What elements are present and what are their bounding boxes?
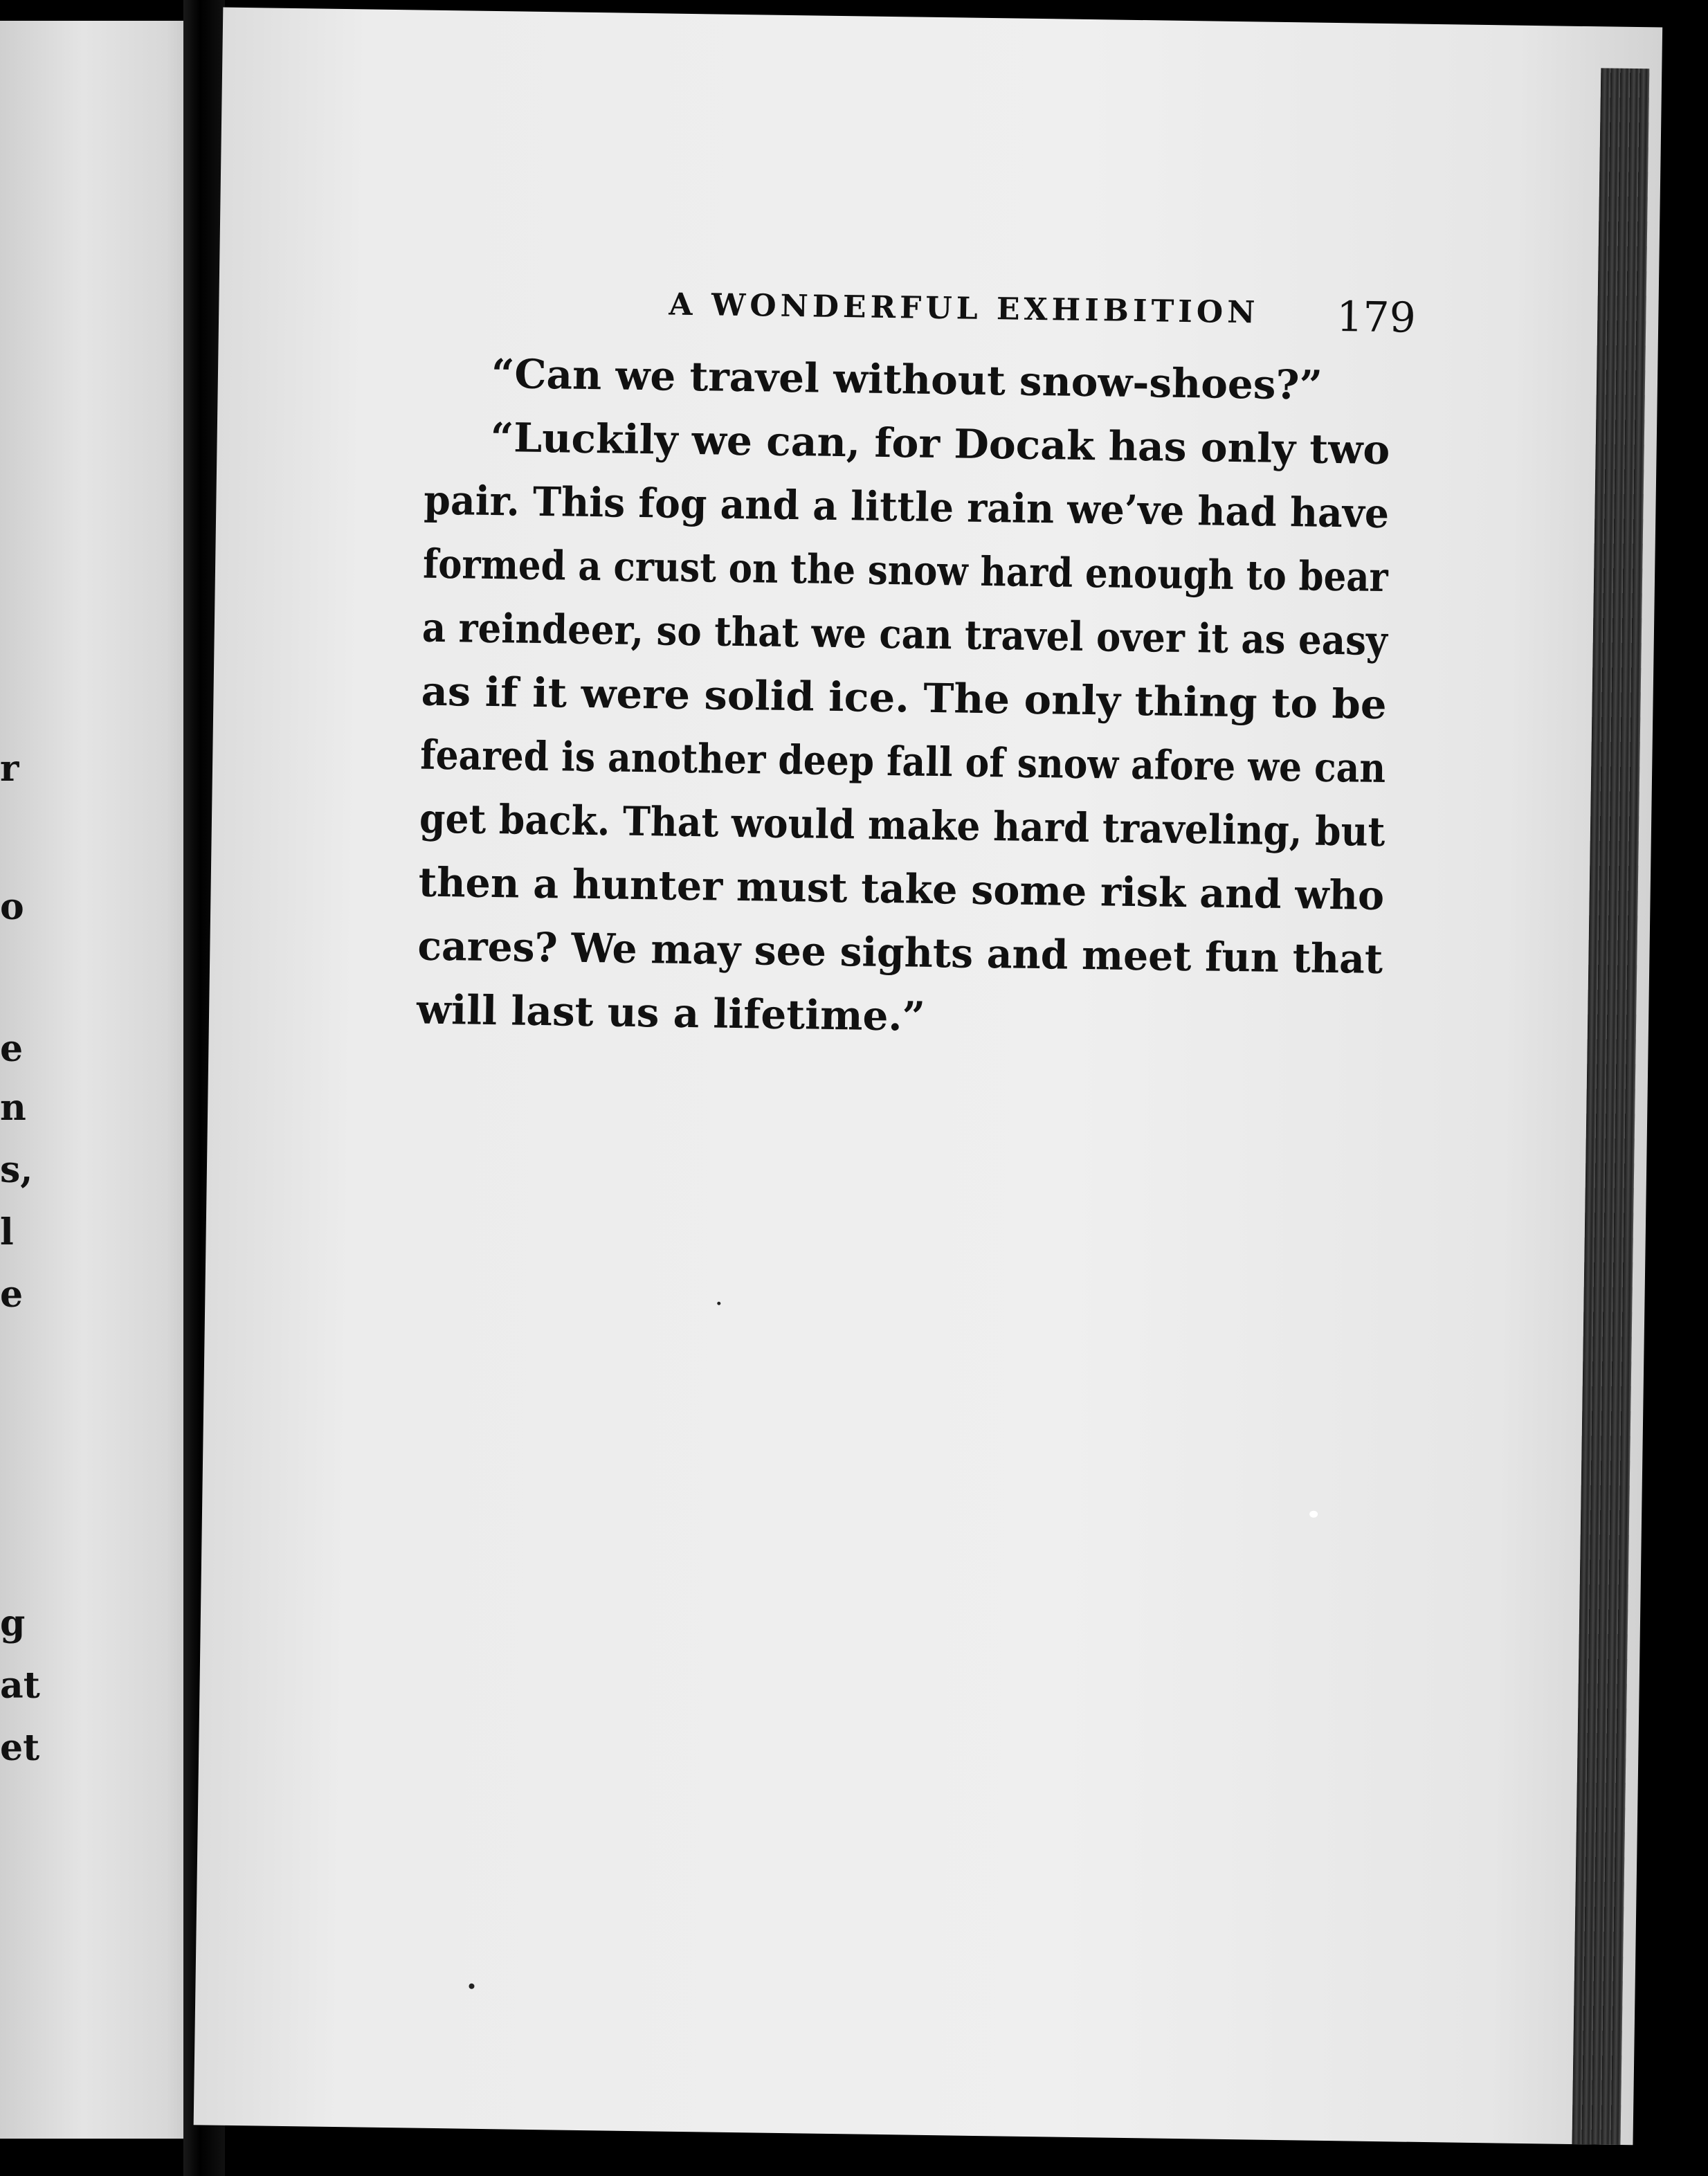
left-page-text: e	[0, 1273, 24, 1316]
text-line: “Can we travel without snow-shoes?”	[491, 350, 1323, 409]
text-line: “Luckily we can, for Docak has only two	[490, 413, 1390, 474]
left-page-text: l	[0, 1211, 14, 1253]
ink-speck	[469, 1984, 474, 1989]
left-page-text: n	[0, 1087, 26, 1129]
left-page-fragment	[0, 21, 208, 2139]
book-page	[194, 8, 1663, 2146]
left-page-text: o	[0, 886, 24, 928]
text-line: formed a crust on the snow hard enough to bear	[422, 540, 1389, 601]
text-line: a reindeer, so that we can travel over it as easy	[421, 604, 1388, 665]
left-page-text: r	[0, 747, 19, 790]
page-edges	[1572, 68, 1649, 2145]
text-line: then a hunter must take some risk and who	[418, 858, 1385, 920]
left-page-text: et	[0, 1727, 40, 1769]
text-line: feared is another deep fall of snow afore we can	[419, 731, 1386, 792]
left-page-text: s,	[0, 1149, 33, 1191]
page-number: 179	[1336, 293, 1417, 343]
left-page-text: g	[0, 1602, 26, 1644]
text-line: will last us a lifetime.”	[416, 986, 926, 1040]
body-text	[416, 350, 1401, 1040]
text-line: get back. That would make hard traveling, but	[419, 795, 1386, 856]
paper-blemish	[1309, 1511, 1318, 1518]
text-line: cares? We may see sights and meet fun that	[417, 922, 1383, 983]
text-line: as if it were solid ice. The only thing to be	[421, 667, 1388, 729]
left-page-text: at	[0, 1665, 40, 1707]
text-line: pair. This fog and a little rain we’ve had have	[423, 476, 1390, 538]
ink-speck	[717, 1302, 720, 1305]
left-page-text: e	[0, 1028, 24, 1070]
running-head: A WONDERFUL EXHIBITION	[669, 287, 1260, 331]
